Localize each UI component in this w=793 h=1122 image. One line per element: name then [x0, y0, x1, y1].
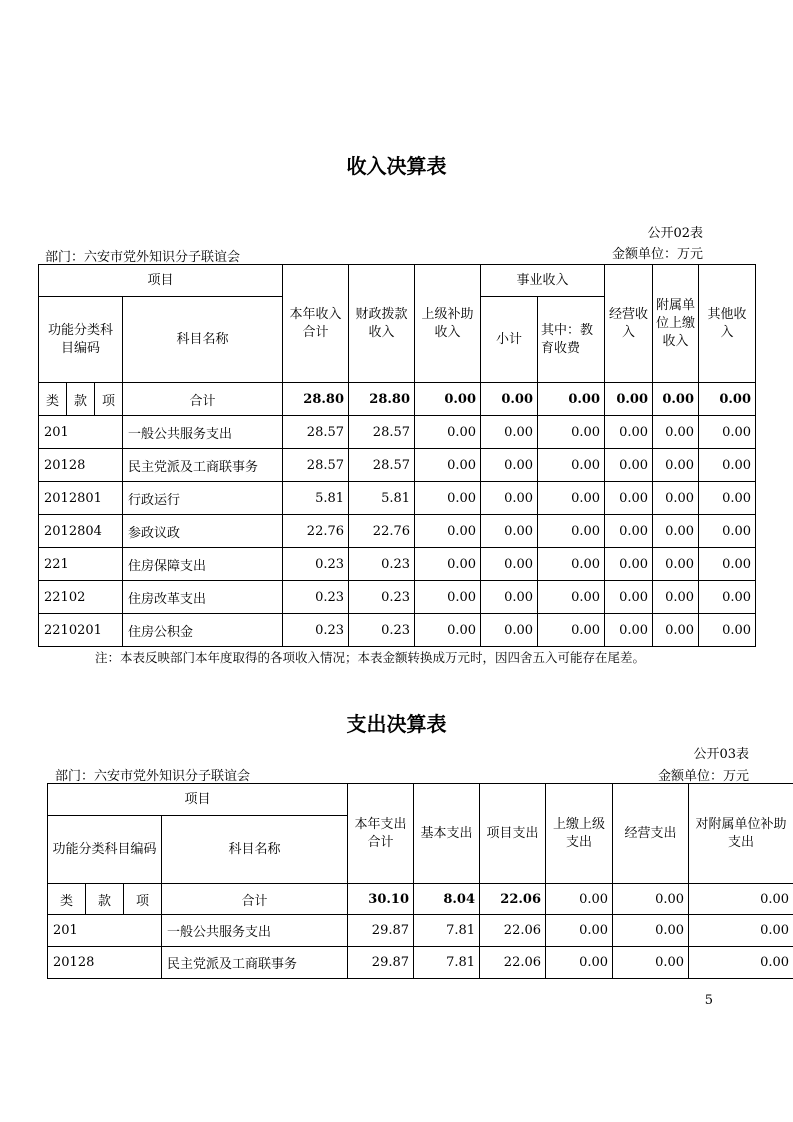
expense-header-item: 项目	[48, 784, 348, 816]
income-row-value: 0.00	[605, 581, 653, 614]
income-table-row	[39, 581, 756, 614]
income-row-value: 0.00	[653, 548, 699, 581]
expense-total-value: 8.04	[414, 884, 480, 915]
income-row-code: 201	[39, 416, 123, 449]
income-row-value: 0.00	[699, 515, 756, 548]
income-header-subtotal: 小计	[481, 297, 538, 383]
income-row-value: 0.00	[481, 449, 538, 482]
income-row-value: 0.00	[538, 515, 605, 548]
income-row-code: 221	[39, 548, 123, 581]
expense-total-value: 0.00	[689, 884, 793, 915]
income-total-value: 0.00	[605, 383, 653, 416]
income-row-value: 28.57	[283, 416, 349, 449]
income-row-value: 0.00	[415, 581, 481, 614]
page-number: 5	[704, 993, 713, 1008]
expense-total-value: 0.00	[546, 884, 613, 915]
income-row-value: 0.00	[653, 416, 699, 449]
income-row-value: 0.00	[653, 482, 699, 515]
expense-row-value: 0.00	[689, 915, 793, 947]
income-row-name: 住房改革支出	[123, 581, 283, 614]
income-row-value: 0.00	[415, 548, 481, 581]
income-row-value: 0.00	[415, 482, 481, 515]
income-total-value: 28.80	[283, 383, 349, 416]
expense-header-lei: 类	[48, 884, 86, 915]
income-row-value: 0.00	[538, 581, 605, 614]
income-row-value: 0.00	[538, 614, 605, 647]
expense-row-code: 201	[48, 915, 162, 947]
income-row-value: 0.00	[481, 581, 538, 614]
income-row-value: 0.00	[653, 515, 699, 548]
income-row-value: 0.00	[481, 416, 538, 449]
expense-header-upper: 上缴上级支出	[546, 784, 613, 884]
income-row-value: 0.00	[605, 449, 653, 482]
income-total-value: 0.00	[481, 383, 538, 416]
expense-header-kuan: 款	[86, 884, 124, 915]
income-row-value: 0.00	[605, 482, 653, 515]
income-row-value: 0.23	[349, 581, 415, 614]
expense-row-value: 22.06	[480, 947, 546, 979]
income-total-value: 0.00	[538, 383, 605, 416]
income-total-value: 28.80	[349, 383, 415, 416]
expense-row-value: 7.81	[414, 915, 480, 947]
income-table-row	[39, 614, 756, 647]
expense-total-row	[48, 884, 793, 915]
expense-row-value: 0.00	[613, 915, 689, 947]
income-total-value: 0.00	[699, 383, 756, 416]
income-table-row	[39, 482, 756, 515]
income-header-other: 其他收入	[699, 265, 756, 383]
income-table-row	[39, 515, 756, 548]
expense-row-name: 民主党派及工商联事务	[162, 947, 348, 979]
expense-row-value: 29.87	[348, 915, 414, 947]
income-row-value: 0.00	[605, 515, 653, 548]
income-row-name: 参政议政	[123, 515, 283, 548]
income-header-edu: 其中：教育收费	[538, 297, 605, 383]
income-row-name: 行政运行	[123, 482, 283, 515]
expense-row-value: 0.00	[546, 947, 613, 979]
expense-row-code: 20128	[48, 947, 162, 979]
expense-header-xiang: 项	[124, 884, 162, 915]
income-row-value: 0.23	[283, 581, 349, 614]
income-row-code: 2210201	[39, 614, 123, 647]
income-table	[38, 264, 756, 647]
income-row-name: 住房公积金	[123, 614, 283, 647]
income-header-affil: 附属单位上缴收入	[653, 265, 699, 383]
income-row-value: 0.00	[481, 614, 538, 647]
income-row-code: 2012804	[39, 515, 123, 548]
expense-row-value: 0.00	[546, 915, 613, 947]
income-header-item: 项目	[39, 265, 283, 297]
expense-total-value: 22.06	[480, 884, 546, 915]
income-row-value: 28.57	[349, 449, 415, 482]
income-row-value: 0.23	[349, 614, 415, 647]
expense-header-project: 项目支出	[480, 784, 546, 884]
income-table-row	[39, 416, 756, 449]
income-row-value: 0.00	[538, 449, 605, 482]
income-row-value: 5.81	[283, 482, 349, 515]
expense-header-name: 科目名称	[162, 816, 348, 884]
income-header-code: 功能分类科目编码	[39, 297, 123, 383]
expense-total-label: 合计	[162, 884, 348, 915]
income-header-kuan: 款	[67, 383, 95, 416]
expense-table-row	[48, 915, 793, 947]
income-row-value: 0.23	[349, 548, 415, 581]
income-row-value: 0.00	[605, 416, 653, 449]
income-header-oper: 经营收入	[605, 265, 653, 383]
income-row-value: 0.00	[481, 548, 538, 581]
income-row-value: 0.00	[699, 482, 756, 515]
income-row-value: 0.00	[538, 548, 605, 581]
income-header-career: 事业收入	[481, 265, 605, 297]
income-table-row	[39, 548, 756, 581]
expense-row-value: 0.00	[613, 947, 689, 979]
income-total-row	[39, 383, 756, 416]
income-total-value: 0.00	[653, 383, 699, 416]
income-row-value: 0.23	[283, 614, 349, 647]
income-row-value: 0.00	[415, 416, 481, 449]
expense-row-value: 22.06	[480, 915, 546, 947]
income-total-value: 0.00	[415, 383, 481, 416]
income-row-value: 0.23	[283, 548, 349, 581]
income-row-value: 0.00	[699, 449, 756, 482]
income-dept: 部门：六安市党外知识分子联谊会	[45, 250, 241, 265]
income-row-value: 0.00	[653, 449, 699, 482]
income-row-value: 22.76	[349, 515, 415, 548]
expense-table-row	[48, 947, 793, 979]
income-header-lei: 类	[39, 383, 67, 416]
expense-dept: 部门：六安市党外知识分子联谊会	[55, 769, 251, 784]
income-title: 收入决算表	[346, 154, 447, 178]
expense-row-value: 29.87	[348, 947, 414, 979]
expense-header-basic: 基本支出	[414, 784, 480, 884]
expense-row-name: 一般公共服务支出	[162, 915, 348, 947]
expense-header-affil: 对附属单位补助支出	[689, 784, 793, 884]
income-row-value: 5.81	[349, 482, 415, 515]
income-row-value: 0.00	[699, 416, 756, 449]
income-header-total: 本年收入合计	[283, 265, 349, 383]
income-header-fiscal: 财政拨款收入	[349, 265, 415, 383]
income-header-upper: 上级补助收入	[415, 265, 481, 383]
income-row-value: 0.00	[415, 449, 481, 482]
income-table-row	[39, 449, 756, 482]
expense-form-no: 公开03表	[693, 747, 749, 762]
income-row-name: 住房保障支出	[123, 548, 283, 581]
income-row-value: 0.00	[538, 416, 605, 449]
income-row-value: 0.00	[699, 581, 756, 614]
expense-table	[47, 783, 793, 979]
expense-header-code: 功能分类科目编码	[48, 816, 162, 884]
income-row-value: 0.00	[653, 581, 699, 614]
income-row-value: 28.57	[349, 416, 415, 449]
expense-title: 支出决算表	[346, 712, 447, 736]
expense-header-oper: 经营支出	[613, 784, 689, 884]
income-row-code: 20128	[39, 449, 123, 482]
income-row-value: 0.00	[605, 548, 653, 581]
income-row-value: 0.00	[415, 515, 481, 548]
income-row-name: 一般公共服务支出	[123, 416, 283, 449]
income-row-value: 0.00	[481, 515, 538, 548]
income-row-name: 民主党派及工商联事务	[123, 449, 283, 482]
expense-row-value: 0.00	[689, 947, 793, 979]
income-row-code: 22102	[39, 581, 123, 614]
income-row-value: 0.00	[653, 614, 699, 647]
income-row-value: 28.57	[283, 449, 349, 482]
income-total-label: 合计	[123, 383, 283, 416]
income-row-code: 2012801	[39, 482, 123, 515]
income-row-value: 0.00	[699, 548, 756, 581]
income-row-value: 0.00	[538, 482, 605, 515]
expense-header-total: 本年支出合计	[348, 784, 414, 884]
expense-total-value: 30.10	[348, 884, 414, 915]
expense-row-value: 7.81	[414, 947, 480, 979]
income-row-value: 0.00	[605, 614, 653, 647]
income-unit: 金额单位：万元	[611, 247, 703, 262]
income-header-xiang: 项	[95, 383, 123, 416]
expense-unit: 金额单位：万元	[657, 769, 749, 784]
income-note: 注：本表反映部门本年度取得的各项收入情况；本表金额转换成万元时，因四舍五入可能存在尾差。	[95, 650, 646, 665]
income-header-name: 科目名称	[123, 297, 283, 383]
income-row-value: 0.00	[415, 614, 481, 647]
income-row-value: 0.00	[481, 482, 538, 515]
expense-total-value: 0.00	[613, 884, 689, 915]
income-row-value: 22.76	[283, 515, 349, 548]
income-form-no: 公开02表	[647, 226, 703, 241]
income-row-value: 0.00	[699, 614, 756, 647]
